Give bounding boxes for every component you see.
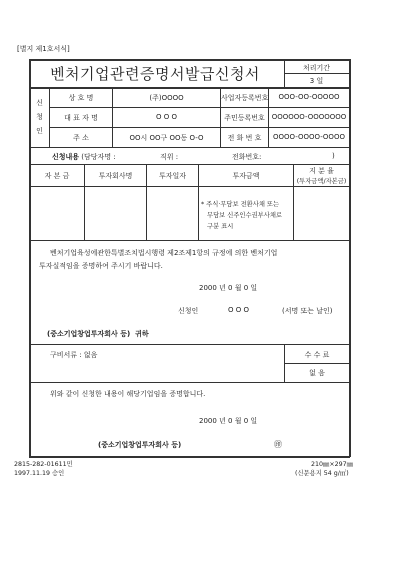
representative-label: 대 표 자 명 bbox=[64, 114, 98, 122]
resident-reg-label: 주민등록번호 bbox=[224, 114, 265, 122]
request-close-paren: ) bbox=[332, 152, 335, 160]
divider bbox=[284, 73, 349, 74]
representative-value: O O O bbox=[156, 113, 177, 121]
seal-mark: ㊞ bbox=[274, 440, 282, 449]
company-name-value: (주)OOOO bbox=[149, 94, 184, 102]
business-reg-value: OOO-OO-OOOOO bbox=[278, 93, 340, 101]
frame-bottom-border bbox=[29, 456, 350, 458]
resident-reg-value: OOOOOO-OOOOOOO bbox=[271, 113, 347, 121]
divider bbox=[29, 382, 350, 383]
frame-right-border bbox=[349, 59, 351, 457]
divider bbox=[29, 344, 350, 345]
phone-value: OOOO-OOOO-OOOO bbox=[273, 133, 345, 141]
applicant-side-label-2: 청 bbox=[36, 113, 43, 121]
header-equity-ratio-sub: (투자금액/자본금) bbox=[296, 178, 347, 185]
fee-label: 수 수 료 bbox=[304, 351, 330, 359]
frame-top-border bbox=[29, 59, 350, 61]
table-note-line-2: 무담보 신주인수권부사채로 bbox=[207, 212, 282, 219]
header-investment-date: 투자일자 bbox=[158, 172, 187, 180]
applicant-signature-label: 신청인 bbox=[178, 307, 199, 315]
table-note-line-3: 구분 표시 bbox=[207, 223, 234, 230]
phone-label: 전 화 번 호 bbox=[227, 134, 262, 142]
signature-note: (서명 또는 날인) bbox=[282, 307, 333, 315]
recipient-suffix: 귀하 bbox=[135, 330, 149, 338]
processing-period-value: 3 일 bbox=[309, 77, 324, 85]
processing-period-label: 처리기간 bbox=[302, 64, 331, 72]
footer-form-code: 2815-282-01611민 bbox=[14, 461, 73, 468]
applicant-side-label-3: 인 bbox=[36, 127, 43, 135]
issuer-name: (중소기업창업투자회사 등) bbox=[98, 441, 182, 449]
certification-text: 위와 같이 신청한 내용이 해당기업임을 증명합니다. bbox=[50, 390, 206, 398]
manager-name-label: (담당자명 : bbox=[81, 153, 116, 161]
divider bbox=[29, 186, 350, 187]
certification-date: 2000 년 0 월 0 일 bbox=[199, 417, 258, 425]
divider bbox=[29, 164, 350, 165]
form-title: 벤처기업관련증명서발급신청서 bbox=[50, 65, 260, 83]
applicant-signature-name: O O O bbox=[228, 306, 249, 314]
footer-paper-type: (신문용지 54 g/㎡) bbox=[295, 470, 349, 477]
divider bbox=[49, 127, 349, 128]
divider bbox=[284, 363, 349, 364]
divider bbox=[49, 107, 349, 108]
request-phone-label: 전화번호: bbox=[232, 153, 262, 161]
table-note-line-1: * 주식·무담보 전환사채 또는 bbox=[201, 201, 280, 208]
footer-paper-size: 210㎜×297㎜ bbox=[311, 461, 353, 468]
business-reg-label: 사업자등록번호 bbox=[221, 94, 269, 102]
body-line-2: 투자실적임을 증명하여 주시기 바랍니다. bbox=[39, 262, 163, 270]
header-investment-company: 투자회사명 bbox=[98, 172, 133, 180]
address-value: OO시 OO구 OO동 O-O bbox=[129, 134, 204, 142]
body-line-1: 벤처기업육성에관한특별조치법시행령 제2조제1항의 규정에 의한 벤처기업 bbox=[50, 249, 278, 257]
divider bbox=[29, 87, 350, 89]
request-label bbox=[52, 152, 116, 162]
divider bbox=[29, 240, 350, 241]
form-number-label: [별지 제1호서식] bbox=[17, 45, 70, 53]
request-title: 신청내용 bbox=[52, 153, 80, 161]
application-date: 2000 년 0 월 0 일 bbox=[199, 284, 258, 292]
company-name-label: 상 호 명 bbox=[68, 94, 94, 102]
header-capital: 자 본 금 bbox=[44, 172, 70, 180]
applicant-side-label-1: 신 bbox=[36, 99, 43, 107]
recipient-line bbox=[47, 329, 149, 339]
position-label: 직위 : bbox=[160, 153, 179, 161]
recipient-name: (중소기업창업투자회사 등) bbox=[47, 330, 131, 338]
fee-value: 없 음 bbox=[309, 369, 325, 377]
required-docs-label: 구비서류 : 없음 bbox=[50, 351, 98, 359]
divider bbox=[29, 147, 350, 148]
footer-approval-date: 1997.11.19 승인 bbox=[14, 470, 65, 477]
address-label: 주 소 bbox=[73, 134, 89, 142]
header-investment-amount: 투자금액 bbox=[232, 172, 260, 180]
header-equity-ratio: 지 분 율 bbox=[309, 167, 334, 175]
